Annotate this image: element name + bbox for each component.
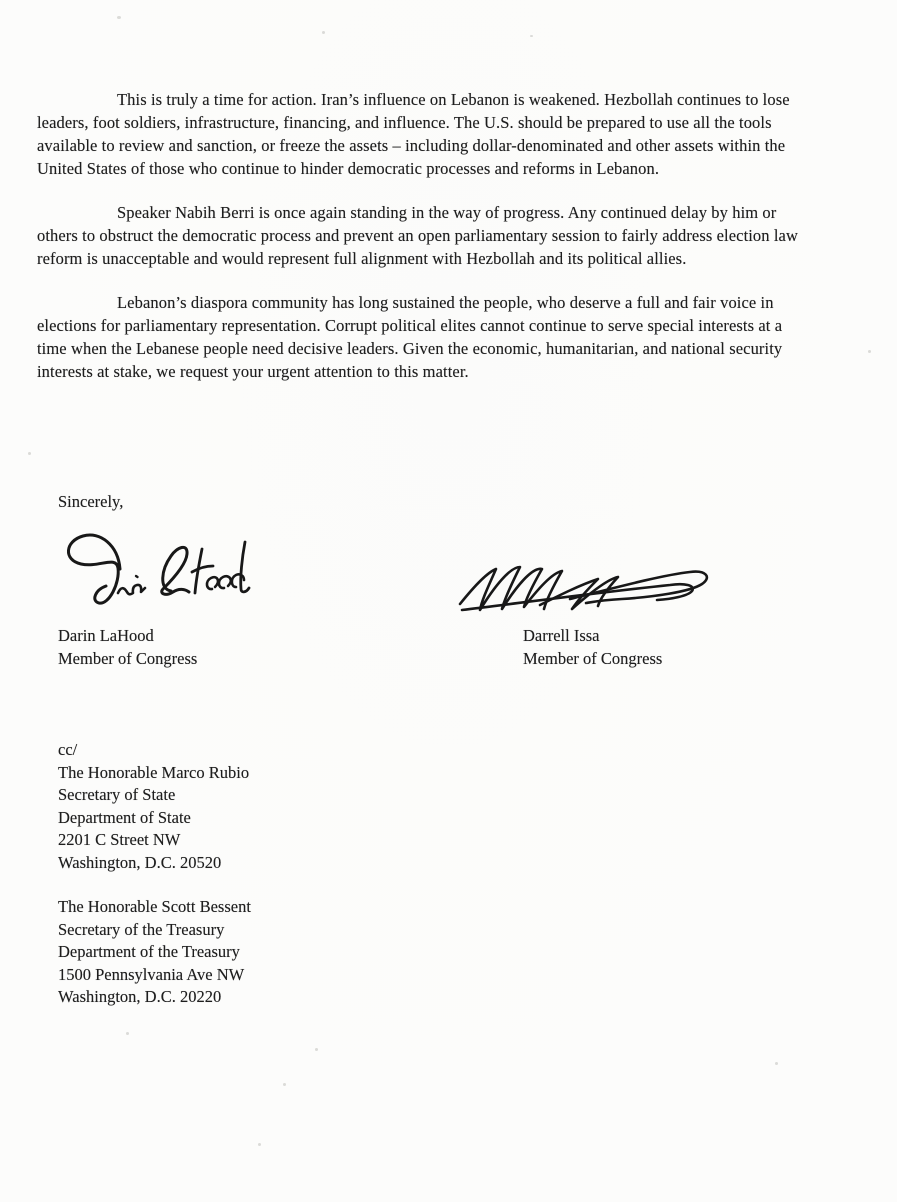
signer-name: Darin LaHood — [58, 626, 154, 645]
body-paragraph: This is truly a time for action. Iran’s influence on Lebanon is weakened. Hezbollah continues to lose leaders, foot soldiers, infrastructure, financing, and influence. The U.S. should be prepared to use all the tools available to review and sanction, or freeze the assets – including dollar-denominated and other assets within the United States of those who continue to hinder democratic processes and reforms in Lebanon. — [37, 90, 790, 178]
body-paragraph: Speaker Nabih Berri is once again standing in the way of progress. Any continued delay by him or others to obstruct the democratic process and prevent an open parliamentary session to fairly address election law reform is unacceptable and would represent full alignment with Hezbollah and its political allies. — [37, 203, 798, 268]
cc-line: 1500 Pennsylvania Ave NW — [58, 964, 245, 984]
letter-body — [37, 88, 809, 404]
cc-line: Department of the Treasury — [58, 942, 240, 961]
cc-line: Secretary of the Treasury — [58, 919, 225, 939]
cc-recipient-marco-rubio — [58, 739, 251, 874]
cc-line: The Honorable Marco Rubio — [58, 762, 250, 782]
signer-darrell-issa — [523, 624, 662, 670]
body-paragraph: Lebanon’s diaspora community has long sustained the people, who deserve a full and fair voice in elections for parliamentary representation. Corrupt political elites cannot continue to serve special interests at a time when the Lebanese people need decisive leaders. Given the economic, humanitarian, and national security interests at stake, we request your urgent attention to this matter. — [37, 293, 783, 381]
signer-name: Darrell Issa — [523, 626, 600, 645]
darin-lahood-signature-icon — [56, 527, 254, 621]
cc-line: Washington, D.C. 20220 — [58, 987, 222, 1006]
darin-lahood-signature — [56, 527, 254, 626]
darrell-issa-signature — [450, 558, 720, 627]
signer-darin-lahood — [58, 624, 197, 670]
signer-title: Member of Congress — [58, 649, 198, 668]
closing-salutation: Sincerely, — [58, 492, 124, 511]
cc-line: 2201 C Street NW — [58, 830, 181, 849]
cc-line: The Honorable Scott Bessent — [58, 897, 251, 916]
signer-title: Member of Congress — [523, 649, 663, 668]
darrell-issa-signature-icon — [450, 558, 720, 622]
cc-section — [58, 739, 251, 1009]
cc-line: Secretary of State — [58, 785, 176, 804]
cc-recipient-scott-bessent — [58, 896, 251, 1009]
cc-line: Washington, D.C. 20520 — [58, 852, 222, 872]
cc-line: Department of State — [58, 807, 191, 827]
cc-label: cc/ — [58, 740, 78, 759]
